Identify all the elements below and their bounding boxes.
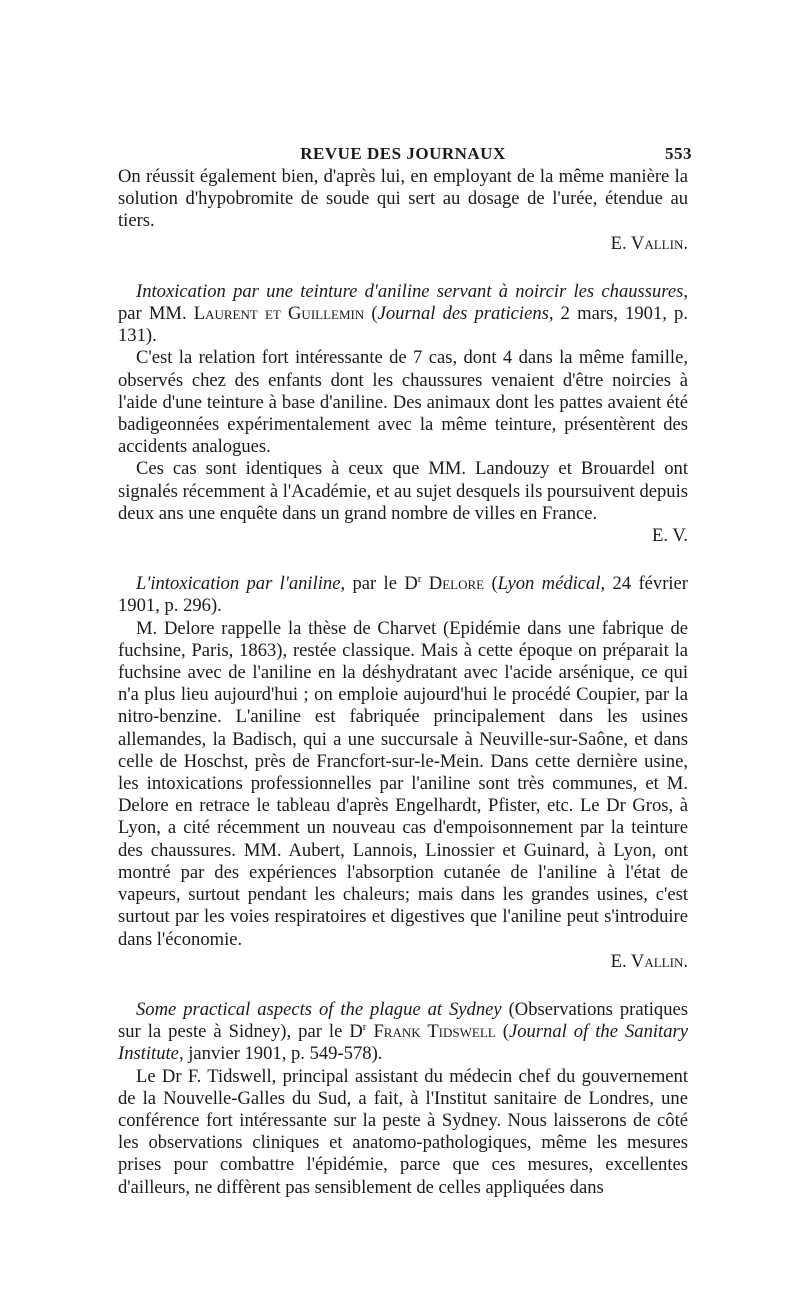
article-journal: Lyon médical,	[497, 573, 606, 595]
page-number: 553	[665, 144, 692, 163]
article-journal: Journal des praticiens,	[377, 303, 554, 325]
section-gap	[118, 255, 688, 281]
article-paragraph: Le Dr F. Tidswell, principal assistant du médecin chef du gouvernement de la Nouvelle-Galles du Sud, a fait, à l'Institut sanitaire de Londres, une conférence fort intéressante sur la peste à Sydney. Nous laisserons de côté les observations cliniques et anatomo-pathologiques, même les mesures prises pour combattre l'épidémie, parce que ces mesures, excellentes d'ailleurs, ne diffèrent pas sensiblement de celles appliquées dans	[118, 1065, 688, 1198]
article-source-open: (	[495, 1021, 509, 1043]
signature-ev: E. V.	[652, 525, 688, 547]
article-title: L'intoxication par l'aniline,	[136, 573, 346, 595]
article-source-rest: 24 février 1901, p. 296).	[118, 573, 688, 617]
section-gap	[118, 973, 688, 999]
article-by: par le D	[345, 573, 418, 595]
signature-text: E. Vallin.	[610, 950, 688, 972]
article-translation: (Observations pratiques sur la peste à Sidney), par le D	[118, 998, 689, 1043]
article-author: Delore	[421, 573, 485, 595]
article-by-superscript: r	[417, 573, 422, 586]
article-source-rest: 2 mars, 1901, p. 131).	[118, 303, 688, 347]
article-by-superscript: r	[362, 1020, 367, 1033]
section-gap	[118, 547, 688, 573]
article-title: Some practical aspects of the plague at Sydney	[136, 998, 502, 1020]
signature-vallin-1	[118, 233, 688, 255]
article-heading-plague	[118, 999, 688, 1066]
article-journal: Journal of the Sanitary Institute,	[118, 1021, 689, 1065]
signature-vallin-2	[118, 951, 688, 973]
article-source-open: (	[364, 303, 378, 325]
article-by: par MM.	[118, 303, 194, 325]
running-title: REVUE DES JOURNAUX	[300, 144, 506, 163]
article-source-open: (	[484, 573, 498, 595]
article-heading-teinture	[118, 281, 688, 348]
signature-text: E. Vallin.	[610, 232, 688, 254]
article-paragraph: M. Delore rappelle la thèse de Charvet (Epidémie dans une fabrique de fuchsine, Paris, 1863), restée classique. Mais à cette époque on préparait la fuchsine avec de l'aniline en la déshydratant avec l'acide arsénique, ce qui n'a plus lieu aujourd'hui ; on emploie aujourd'hui le procédé Coupier, par la nitro-benzine. L'aniline est fabriquée principalement dans les usines allemandes, la Badisch, qui a une succursale à Neuville-sur-Saône, et dans celle de Hoschst, près de Francfort-sur-le-Mein. Dans cette dernière usine, les intoxications professionnelles par l'aniline sont très communes, et M. Delore en retrace le tableau d'après Engelhardt, Pfister, etc. Le Dr Gros, à Lyon, a cité récemment un nouveau cas d'empoisonnement par la teinture des chaussures. MM. Aubert, Lannois, Linossier et Guinard, à Lyon, ont montré par des expériences l'absorption cutanée de l'aniline à l'état de vapeurs, surtout pendant les chaleurs; mais dans les grandes usines, c'est surtout par les voies respiratoires et digestives que l'aniline peut s'introduire dans l'économie.	[118, 617, 688, 950]
running-head	[118, 142, 692, 166]
article-title: Intoxication par une teinture d'aniline servant à noircir les chaussures,	[136, 280, 688, 302]
article-source-rest: janvier 1901, p. 549-578).	[183, 1043, 383, 1065]
article-paragraph: C'est la relation fort intéressante de 7 cas, dont 4 dans la même famille, observés chez des enfants dont les chaussures venaient d'être noircies à l'aide d'une teinture à base d'aniline. Des animaux dont les pattes avaient été badigeonnées expérimentalement avec la même teinture, présentèrent des accidents analogues.	[118, 347, 688, 458]
article-authors: Laurent et Guillemin	[193, 303, 365, 325]
journal-page	[118, 142, 692, 1199]
article-heading-aniline	[118, 573, 688, 617]
continued-paragraph: On réussit également bien, d'après lui, en employant de la même manière la solution d'hypobromite de soude qui sert au dosage de l'urée, étendue au tiers.	[118, 166, 688, 232]
article-paragraph: Ces cas sont identiques à ceux que MM. Landouzy et Brouardel ont signalés récemment à l'Académie, et au sujet desquels ils poursuivent depuis deux ans une enquête dans un grand nombre de villes en France.	[118, 458, 688, 524]
article-author: Frank Tidswell	[366, 1021, 496, 1043]
